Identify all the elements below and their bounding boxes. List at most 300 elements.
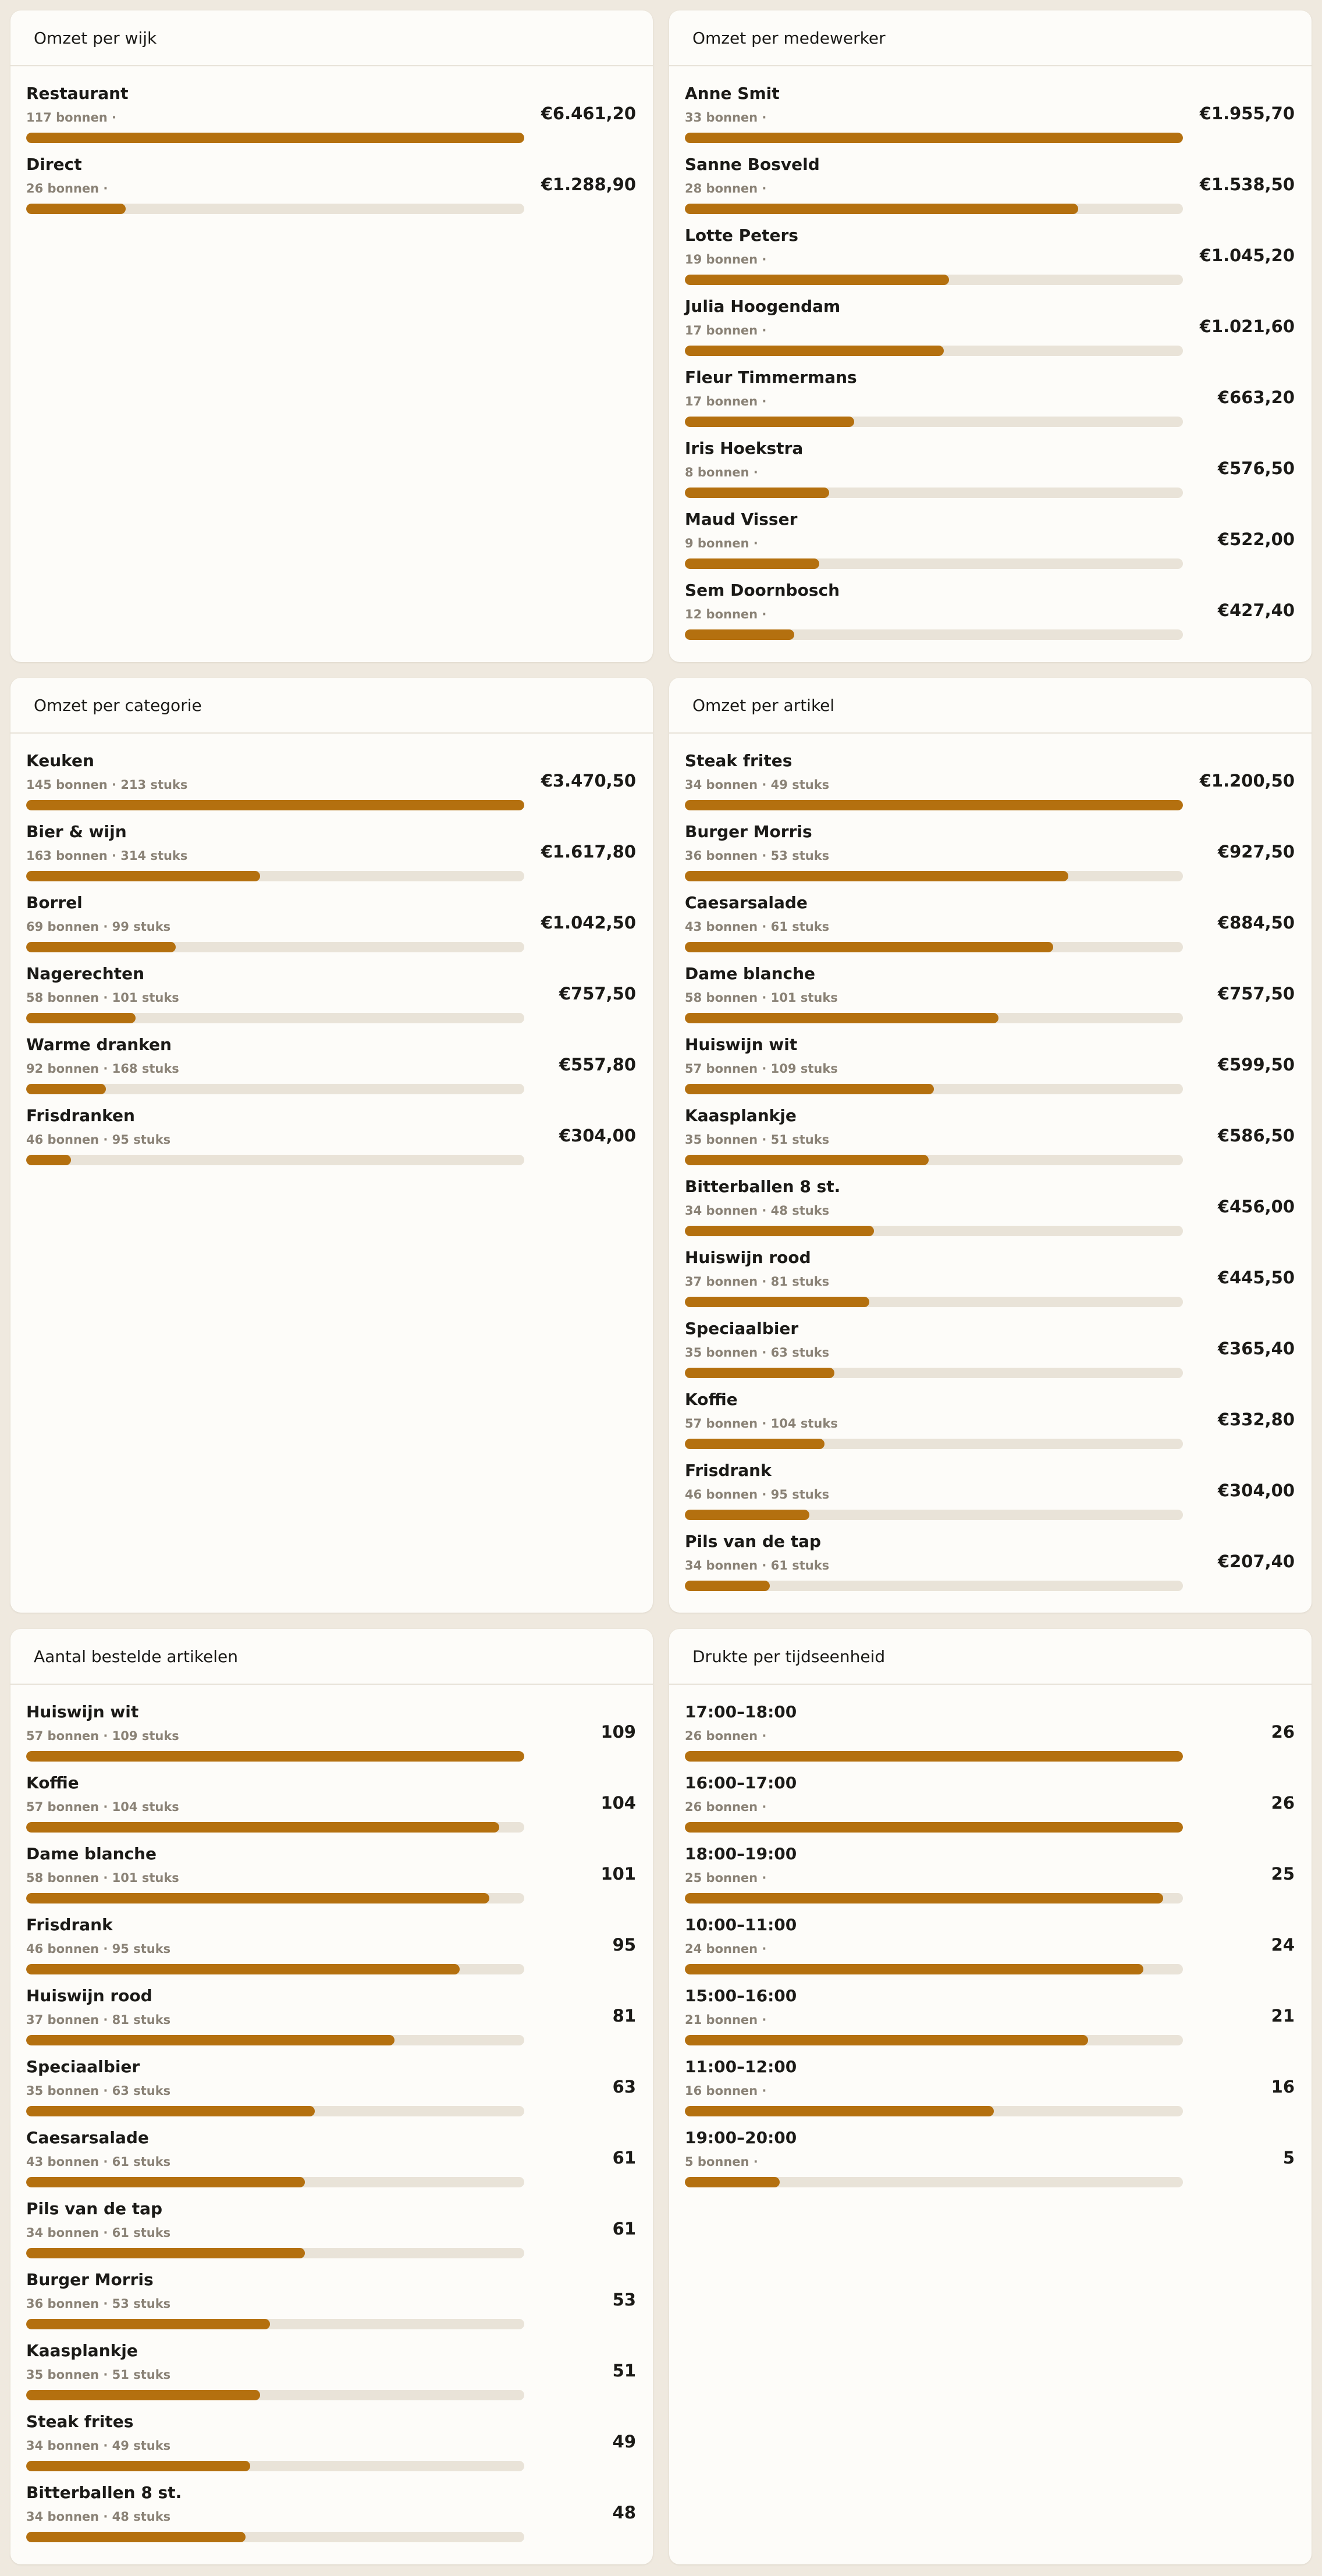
item-name: Huiswijn rood [685, 1248, 811, 1267]
list-item [10, 2128, 653, 2199]
item-value: €1.045,20 [1199, 245, 1295, 265]
item-value: 53 [612, 2290, 636, 2310]
item-value: €1.288,90 [541, 175, 636, 194]
progress-fill [685, 488, 829, 498]
list-item [669, 1915, 1312, 1986]
list-item [669, 1319, 1312, 1390]
progress-fill [685, 1439, 825, 1449]
item-meta: 35 bonnen · 63 stuks [685, 1346, 830, 1360]
item-meta: 17 bonnen · [685, 394, 767, 408]
item-value: €1.200,50 [1199, 771, 1295, 791]
progress-track [26, 2390, 524, 2400]
progress-fill [26, 2248, 305, 2258]
list-item [669, 439, 1312, 510]
progress-track [26, 2035, 524, 2045]
item-meta: 8 bonnen · [685, 465, 758, 479]
item-value: €1.021,60 [1199, 316, 1295, 336]
list-item [10, 155, 653, 226]
list-item [669, 1773, 1312, 1844]
item-name: Speciaalbier [685, 1319, 799, 1338]
list-item [669, 751, 1312, 822]
row-list [669, 66, 1312, 652]
item-name: Dame blanche [685, 964, 816, 983]
card-omzet-per-wijk [10, 10, 653, 662]
progress-track [685, 346, 1183, 356]
progress-track [685, 1964, 1183, 1974]
item-value: €927,50 [1217, 842, 1295, 862]
progress-fill [685, 2106, 994, 2116]
progress-track [26, 2319, 524, 2329]
item-value: €1.617,80 [541, 842, 636, 862]
list-item [669, 1248, 1312, 1319]
progress-fill [685, 1964, 1143, 1974]
progress-track [685, 1155, 1183, 1165]
list-item [669, 1986, 1312, 2057]
progress-fill [685, 800, 1183, 810]
item-value: €1.042,50 [541, 913, 636, 933]
item-name: Bitterballen 8 st. [685, 1177, 841, 1196]
progress-fill [685, 1155, 929, 1165]
list-item [669, 1461, 1312, 1532]
list-item [10, 2412, 653, 2483]
progress-fill [26, 2106, 315, 2116]
item-meta: 28 bonnen · [685, 182, 767, 195]
progress-track [685, 1439, 1183, 1449]
list-item [669, 2128, 1312, 2199]
progress-track [685, 1084, 1183, 1094]
item-value: 61 [612, 2148, 636, 2168]
item-meta: 34 bonnen · 48 stuks [685, 1204, 830, 1218]
item-name: Burger Morris [26, 2270, 154, 2289]
item-name: Huiswijn wit [26, 1702, 139, 1721]
row-list [669, 734, 1312, 1603]
progress-track [26, 204, 524, 214]
list-item [669, 581, 1312, 652]
item-meta: 34 bonnen · 48 stuks [26, 2510, 171, 2524]
list-item [10, 1106, 653, 1177]
item-value: 21 [1271, 2006, 1295, 2026]
item-value: 26 [1271, 1793, 1295, 1813]
list-item [669, 1106, 1312, 1177]
progress-fill [26, 2461, 250, 2471]
item-value: €757,50 [559, 984, 636, 1004]
item-meta: 57 bonnen · 109 stuks [26, 1729, 179, 1743]
progress-fill [685, 1368, 834, 1378]
list-item [669, 1532, 1312, 1603]
card-title: Omzet per wijk [34, 28, 157, 48]
item-value: €663,20 [1217, 387, 1295, 407]
card-header [10, 10, 653, 66]
list-item [669, 510, 1312, 581]
item-value: €576,50 [1217, 458, 1295, 478]
item-meta: 58 bonnen · 101 stuks [26, 991, 179, 1005]
item-meta: 58 bonnen · 101 stuks [26, 1871, 179, 1885]
item-name: Kaasplankje [26, 2341, 138, 2360]
list-item [10, 1986, 653, 2057]
card-title: Omzet per artikel [692, 695, 835, 715]
item-meta: 36 bonnen · 53 stuks [685, 849, 830, 863]
progress-track [26, 800, 524, 810]
progress-track [26, 1964, 524, 1974]
item-name: Caesarsalade [685, 893, 808, 912]
item-meta: 25 bonnen · [685, 1871, 767, 1885]
card-header [669, 1629, 1312, 1685]
list-item [10, 1702, 653, 1773]
item-value: 49 [612, 2432, 636, 2452]
item-value: €445,50 [1217, 1268, 1295, 1287]
list-item [10, 84, 653, 155]
progress-fill [685, 629, 794, 640]
item-meta: 5 bonnen · [685, 2155, 758, 2169]
item-value: 26 [1271, 1722, 1295, 1742]
item-meta: 33 bonnen · [685, 111, 767, 124]
progress-track [26, 1751, 524, 1762]
progress-fill [26, 871, 260, 881]
item-meta: 43 bonnen · 61 stuks [685, 920, 830, 934]
item-name: Koffie [26, 1773, 79, 1792]
item-value: 104 [600, 1793, 636, 1813]
item-name: 19:00–20:00 [685, 2128, 797, 2147]
item-meta: 163 bonnen · 314 stuks [26, 849, 188, 863]
progress-track [685, 133, 1183, 143]
item-meta: 16 bonnen · [685, 2084, 767, 2098]
list-item [10, 1844, 653, 1915]
item-meta: 35 bonnen · 63 stuks [26, 2084, 171, 2098]
item-name: Sem Doornbosch [685, 581, 840, 600]
item-name: Frisdrank [26, 1915, 113, 1934]
progress-track [685, 1297, 1183, 1307]
item-meta: 17 bonnen · [685, 323, 767, 337]
list-item [10, 1035, 653, 1106]
progress-fill [685, 1013, 998, 1023]
item-value: €1.955,70 [1199, 104, 1295, 123]
card-aantal-bestelde-artikelen [10, 1629, 653, 2564]
row-list [10, 734, 653, 1177]
item-meta: 46 bonnen · 95 stuks [685, 1488, 830, 1502]
item-value: €6.461,20 [541, 104, 636, 123]
row-list [669, 1685, 1312, 2199]
progress-track [26, 871, 524, 881]
item-value: 63 [612, 2077, 636, 2097]
item-value: 51 [612, 2361, 636, 2381]
item-meta: 9 bonnen · [685, 536, 758, 550]
item-meta: 34 bonnen · 49 stuks [685, 778, 830, 792]
progress-track [685, 1751, 1183, 1762]
card-omzet-per-categorie [10, 678, 653, 1613]
item-meta: 58 bonnen · 101 stuks [685, 991, 838, 1005]
progress-track [26, 2532, 524, 2542]
progress-track [685, 1226, 1183, 1236]
item-name: Warme dranken [26, 1035, 172, 1054]
item-meta: 34 bonnen · 61 stuks [26, 2226, 171, 2240]
item-name: Pils van de tap [685, 1532, 822, 1551]
item-meta: 145 bonnen · 213 stuks [26, 778, 188, 792]
list-item [669, 297, 1312, 368]
progress-fill [26, 2035, 395, 2045]
item-name: 18:00–19:00 [685, 1844, 797, 1863]
list-item [669, 1390, 1312, 1461]
item-value: €332,80 [1217, 1410, 1295, 1429]
progress-fill [26, 800, 524, 810]
item-value: €557,80 [559, 1055, 636, 1074]
list-item [669, 84, 1312, 155]
list-item [669, 1702, 1312, 1773]
item-value: €207,40 [1217, 1552, 1295, 1571]
progress-fill [685, 1297, 869, 1307]
card-header [10, 678, 653, 734]
item-value: 5 [1282, 2148, 1295, 2168]
item-value: €522,00 [1217, 529, 1295, 549]
progress-fill [685, 133, 1183, 143]
progress-track [685, 2106, 1183, 2116]
item-name: 10:00–11:00 [685, 1915, 797, 1934]
progress-fill [685, 1226, 874, 1236]
item-meta: 35 bonnen · 51 stuks [26, 2368, 171, 2382]
item-value: €456,00 [1217, 1197, 1295, 1216]
item-value: 24 [1271, 1935, 1295, 1955]
progress-fill [26, 1822, 499, 1833]
item-name: Frisdrank [685, 1461, 772, 1480]
progress-fill [26, 2532, 246, 2542]
progress-fill [685, 346, 944, 356]
item-value: 81 [612, 2006, 636, 2026]
progress-track [685, 1013, 1183, 1023]
progress-fill [685, 417, 854, 427]
item-meta: 12 bonnen · [685, 607, 767, 621]
item-value: €304,00 [559, 1126, 636, 1145]
progress-fill [26, 1751, 524, 1762]
list-item [10, 2270, 653, 2341]
list-item [669, 1844, 1312, 1915]
item-meta: 92 bonnen · 168 stuks [26, 1062, 179, 1076]
item-name: Maud Visser [685, 510, 798, 529]
item-name: Kaasplankje [685, 1106, 797, 1125]
progress-fill [26, 1893, 489, 1903]
progress-fill [685, 942, 1053, 952]
item-name: Borrel [26, 893, 83, 912]
progress-track [685, 2035, 1183, 2045]
item-value: €365,40 [1217, 1339, 1295, 1358]
list-item [669, 155, 1312, 226]
list-item [10, 1915, 653, 1986]
item-name: Nagerechten [26, 964, 144, 983]
item-meta: 35 bonnen · 51 stuks [685, 1133, 830, 1147]
list-item [669, 226, 1312, 297]
progress-track [26, 1155, 524, 1165]
item-name: Huiswijn wit [685, 1035, 798, 1054]
item-value: 16 [1271, 2077, 1295, 2097]
item-name: Restaurant [26, 84, 129, 103]
item-meta: 34 bonnen · 49 stuks [26, 2439, 171, 2453]
card-title: Aantal bestelde artikelen [34, 1646, 238, 1666]
progress-fill [26, 2177, 305, 2187]
progress-fill [26, 1084, 106, 1094]
card-drukte-per-tijdseenheid [669, 1629, 1312, 2564]
card-header [10, 1629, 653, 1685]
progress-track [26, 2106, 524, 2116]
item-meta: 34 bonnen · 61 stuks [685, 1559, 830, 1572]
item-value: €599,50 [1217, 1055, 1295, 1074]
item-value: €3.470,50 [541, 771, 636, 791]
item-name: Burger Morris [685, 822, 812, 841]
progress-track [685, 629, 1183, 640]
progress-fill [685, 1893, 1163, 1903]
progress-fill [685, 871, 1068, 881]
item-value: €757,50 [1217, 984, 1295, 1004]
progress-fill [26, 133, 524, 143]
item-meta: 43 bonnen · 61 stuks [26, 2155, 171, 2169]
progress-fill [26, 1964, 460, 1974]
item-name: Steak frites [685, 751, 793, 770]
progress-fill [685, 2035, 1088, 2045]
list-item [10, 2057, 653, 2128]
item-name: Fleur Timmermans [685, 368, 857, 387]
card-header [669, 10, 1312, 66]
progress-track [26, 1822, 524, 1833]
list-item [669, 1177, 1312, 1248]
progress-track [26, 1013, 524, 1023]
row-list [10, 66, 653, 226]
progress-track [26, 2248, 524, 2258]
item-name: Julia Hoogendam [685, 297, 841, 316]
item-value: 101 [600, 1864, 636, 1884]
list-item [669, 2057, 1312, 2128]
item-value: 61 [612, 2219, 636, 2239]
item-name: Caesarsalade [26, 2128, 149, 2147]
progress-fill [26, 1013, 136, 1023]
item-name: Huiswijn rood [26, 1986, 152, 2005]
item-name: Speciaalbier [26, 2057, 140, 2076]
item-meta: 21 bonnen · [685, 2013, 767, 2027]
item-name: Lotte Peters [685, 226, 798, 245]
item-value: €884,50 [1217, 913, 1295, 933]
item-name: 11:00–12:00 [685, 2057, 797, 2076]
item-meta: 57 bonnen · 109 stuks [685, 1062, 838, 1076]
item-name: Frisdranken [26, 1106, 135, 1125]
item-name: Pils van de tap [26, 2199, 163, 2218]
item-meta: 69 bonnen · 99 stuks [26, 920, 171, 934]
item-name: Bier & wijn [26, 822, 127, 841]
list-item [10, 1773, 653, 1844]
item-name: Direct [26, 155, 82, 174]
item-value: 95 [612, 1935, 636, 1955]
item-name: Anne Smit [685, 84, 780, 103]
item-value: €1.538,50 [1199, 175, 1295, 194]
list-item [669, 893, 1312, 964]
item-meta: 57 bonnen · 104 stuks [26, 1800, 179, 1814]
card-omzet-per-medewerker [669, 10, 1312, 662]
list-item [669, 822, 1312, 893]
item-meta: 19 bonnen · [685, 252, 767, 266]
card-header [669, 678, 1312, 734]
list-item [10, 2199, 653, 2270]
item-name: Sanne Bosveld [685, 155, 820, 174]
progress-fill [26, 942, 176, 952]
card-title: Drukte per tijdseenheid [692, 1646, 886, 1666]
item-value: 25 [1271, 1864, 1295, 1884]
item-value: €427,40 [1217, 600, 1295, 620]
progress-track [685, 1893, 1183, 1903]
item-name: Iris Hoekstra [685, 439, 804, 458]
progress-fill [26, 2319, 270, 2329]
item-meta: 37 bonnen · 81 stuks [685, 1275, 830, 1289]
card-omzet-per-artikel [669, 678, 1312, 1613]
progress-track [26, 942, 524, 952]
progress-fill [685, 558, 819, 569]
list-item [669, 368, 1312, 439]
progress-track [26, 133, 524, 143]
progress-track [685, 488, 1183, 498]
list-item [10, 2341, 653, 2412]
list-item [669, 1035, 1312, 1106]
item-name: 17:00–18:00 [685, 1702, 797, 1721]
row-list [10, 1685, 653, 2554]
progress-fill [685, 275, 949, 285]
progress-fill [685, 1084, 934, 1094]
card-title: Omzet per medewerker [692, 28, 886, 48]
item-meta: 46 bonnen · 95 stuks [26, 1942, 171, 1956]
progress-fill [685, 1822, 1183, 1833]
item-value: 48 [612, 2503, 636, 2522]
item-name: Steak frites [26, 2412, 134, 2431]
card-title: Omzet per categorie [34, 695, 202, 715]
list-item [669, 964, 1312, 1035]
item-value: €586,50 [1217, 1126, 1295, 1145]
list-item [10, 2483, 653, 2554]
list-item [10, 964, 653, 1035]
progress-track [685, 800, 1183, 810]
progress-track [685, 942, 1183, 952]
progress-track [685, 204, 1183, 214]
progress-track [685, 275, 1183, 285]
progress-fill [26, 2390, 260, 2400]
progress-track [685, 2177, 1183, 2187]
list-item [10, 751, 653, 822]
progress-fill [685, 2177, 780, 2187]
progress-track [26, 1893, 524, 1903]
item-name: 15:00–16:00 [685, 1986, 797, 2005]
progress-track [685, 1581, 1183, 1591]
progress-track [26, 1084, 524, 1094]
progress-fill [685, 1510, 809, 1520]
progress-fill [685, 204, 1078, 214]
item-meta: 117 bonnen · [26, 111, 116, 124]
item-name: Koffie [685, 1390, 738, 1409]
list-item [10, 822, 653, 893]
item-name: Keuken [26, 751, 94, 770]
progress-track [685, 417, 1183, 427]
item-value: €304,00 [1217, 1481, 1295, 1500]
progress-track [26, 2461, 524, 2471]
progress-fill [685, 1751, 1183, 1762]
progress-track [685, 871, 1183, 881]
progress-track [685, 1822, 1183, 1833]
item-meta: 26 bonnen · [26, 182, 108, 195]
progress-fill [26, 1155, 71, 1165]
progress-track [685, 1368, 1183, 1378]
item-meta: 57 bonnen · 104 stuks [685, 1417, 838, 1431]
progress-track [685, 558, 1183, 569]
list-item [10, 893, 653, 964]
item-meta: 24 bonnen · [685, 1942, 767, 1956]
item-meta: 26 bonnen · [685, 1800, 767, 1814]
progress-track [26, 2177, 524, 2187]
item-name: 16:00–17:00 [685, 1773, 797, 1792]
item-meta: 26 bonnen · [685, 1729, 767, 1743]
item-meta: 37 bonnen · 81 stuks [26, 2013, 171, 2027]
progress-track [685, 1510, 1183, 1520]
item-meta: 46 bonnen · 95 stuks [26, 1133, 171, 1147]
